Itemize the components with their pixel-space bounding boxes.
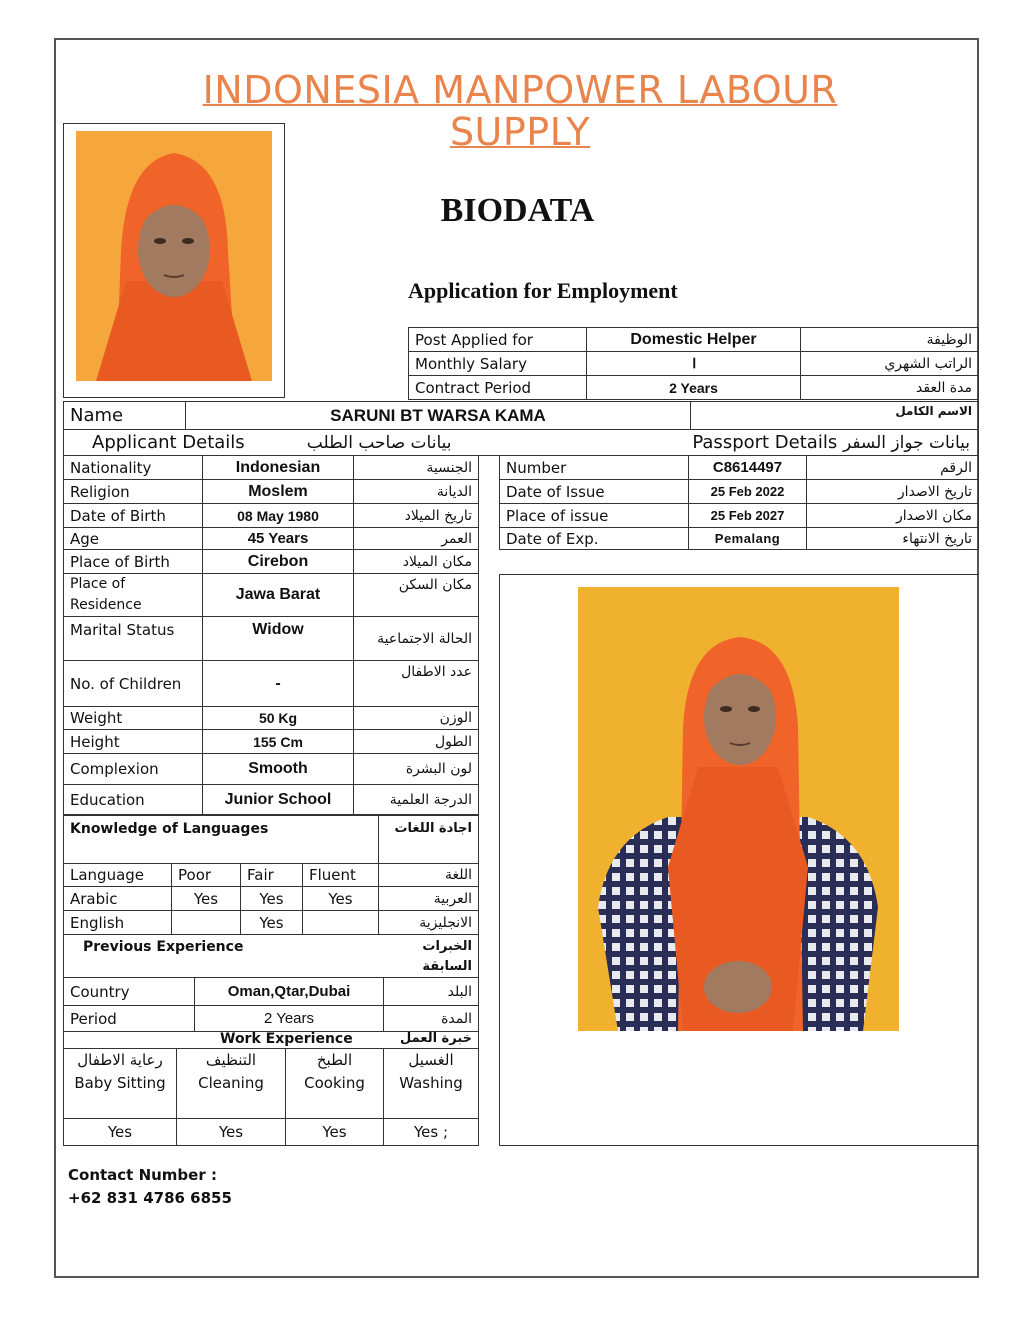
residence-arabic: مكان السكن (354, 574, 479, 617)
pob-label: Place of Birth (64, 550, 203, 574)
languages-heading: Knowledge of Languages (64, 816, 379, 864)
period-label: Period (64, 1006, 195, 1032)
nationality-arabic: الجنسية (354, 456, 479, 480)
passport-number-value: C8614497 (689, 456, 807, 480)
passport-number-arabic: الرقم (807, 456, 979, 480)
experience-period-row (64, 1006, 479, 1032)
salary-row (409, 352, 979, 376)
skill-cooking-label: Cooking (304, 1074, 365, 1092)
applicant-row (64, 504, 479, 528)
languages-table (63, 815, 479, 935)
language-arabic-fair: Yes (241, 887, 303, 911)
document-title: BIODATA (440, 192, 595, 229)
language-english-name: English (64, 911, 172, 935)
language-arabic-name: Arabic (64, 887, 172, 911)
children-label: No. of Children (64, 661, 203, 707)
contract-row (409, 376, 979, 400)
applicant-row (64, 785, 479, 815)
marital-label: Marital Status (64, 617, 203, 661)
passport-heading-en: Passport Details (692, 431, 838, 453)
contract-value: 2 Years (587, 376, 801, 400)
applicant-row (64, 730, 479, 754)
skill-baby-sitting (64, 1049, 177, 1119)
name-arabic: الاسم الكامل (691, 402, 979, 430)
residence-value: Jawa Barat (203, 574, 354, 617)
height-value: 155 Cm (203, 730, 354, 754)
issue-place-arabic: مكان الاصدار (807, 504, 979, 528)
expiry-arabic: تاريخ الانتهاء (807, 528, 979, 550)
religion-label: Religion (64, 480, 203, 504)
country-arabic: البلد (384, 978, 479, 1006)
applicant-row (64, 456, 479, 480)
applicant-row (64, 661, 479, 707)
weight-value: 50 Kg (203, 707, 354, 730)
language-english-fluent (303, 911, 379, 935)
language-arabic-ar: العربية (379, 887, 479, 911)
weight-arabic: الوزن (354, 707, 479, 730)
contract-arabic: مدة العقد (801, 376, 979, 400)
applicant-row (64, 707, 479, 730)
complexion-value: Smooth (203, 754, 354, 785)
marital-arabic: الحالة الاجتماعية (354, 617, 479, 661)
marital-value: Widow (203, 617, 354, 661)
passport-row (500, 528, 979, 550)
expiry-label: Date of Exp. (500, 528, 689, 550)
age-label: Age (64, 528, 203, 550)
issue-date-value: 25 Feb 2022 (689, 480, 807, 504)
work-table (63, 1030, 479, 1146)
skill-baby-sitting-ar: رعاية الاطفال (77, 1051, 163, 1069)
col-language-arabic: اللغة (379, 864, 479, 887)
salary-label: Monthly Salary (409, 352, 587, 376)
education-label: Education (64, 785, 203, 815)
languages-heading-arabic: اجادة اللغات (379, 816, 479, 864)
religion-arabic: الديانة (354, 480, 479, 504)
passport-row (500, 456, 979, 480)
subtitle: Application for Employment (408, 278, 678, 303)
skill-cleaning-label: Cleaning (198, 1074, 264, 1092)
passport-table (499, 455, 979, 550)
name-value: SARUNI BT WARSA KAMA (186, 402, 691, 430)
applicant-photo-small (63, 123, 285, 398)
nationality-value: Indonesian (203, 456, 354, 480)
name-table (63, 401, 979, 430)
pob-arabic: مكان الميلاد (354, 550, 479, 574)
skill-baby-sitting-value: Yes (64, 1119, 177, 1146)
education-value: Junior School (203, 785, 354, 815)
contract-label: Contract Period (409, 376, 587, 400)
expiry-value: Pemalang (689, 528, 807, 550)
age-arabic: العمر (354, 528, 479, 550)
skill-cleaning-value: Yes (177, 1119, 286, 1146)
passport-details-heading (480, 430, 979, 456)
experience-country-row (64, 978, 479, 1006)
applicant-row (64, 574, 479, 617)
period-value: 2 Years (195, 1006, 384, 1032)
language-row (64, 911, 479, 935)
agency-title-line1: INDONESIA MANPOWER LABOUR (202, 68, 838, 112)
nationality-label: Nationality (64, 456, 203, 480)
languages-header-row (64, 864, 479, 887)
height-arabic: الطول (354, 730, 479, 754)
salary-value: । (587, 352, 801, 376)
education-arabic: الدرجة العلمية (354, 785, 479, 815)
post-label: Post Applied for (409, 328, 587, 352)
applicant-table (63, 455, 479, 815)
height-label: Height (64, 730, 203, 754)
work-heading-en: Work Experience (220, 1031, 353, 1047)
skill-cooking-value: Yes (286, 1119, 384, 1146)
passport-row (500, 504, 979, 528)
skill-washing-label: Washing (399, 1074, 463, 1092)
language-english-fair: Yes (241, 911, 303, 935)
applicant-row (64, 550, 479, 574)
col-language: Language (64, 864, 172, 887)
dob-value: 08 May 1980 (203, 504, 354, 528)
skill-cooking (286, 1049, 384, 1119)
children-arabic: عدد الاطفال (354, 661, 479, 707)
work-heading-ar: خبرة العمل (400, 1031, 472, 1046)
age-value: 45 Years (203, 528, 354, 550)
language-english-poor (172, 911, 241, 935)
skill-cooking-ar: الطبخ (316, 1051, 353, 1069)
post-table (408, 327, 979, 400)
post-arabic: الوظيفة (801, 328, 979, 352)
contact-block (68, 1164, 232, 1210)
skill-baby-sitting-label: Baby Sitting (74, 1074, 166, 1092)
applicant-row (64, 480, 479, 504)
contact-number: +62 831 4786 6855 (68, 1189, 232, 1207)
section-headings (63, 429, 979, 456)
children-value: - (203, 661, 354, 707)
applicant-row (64, 528, 479, 550)
dob-label: Date of Birth (64, 504, 203, 528)
country-value: Oman,Qtar,Dubai (195, 978, 384, 1006)
weight-label: Weight (64, 707, 203, 730)
post-row (409, 328, 979, 352)
agency-title-line2: SUPPLY (449, 110, 591, 154)
col-fair: Fair (241, 864, 303, 887)
portrait-small-image (76, 131, 272, 381)
passport-row (500, 480, 979, 504)
salary-arabic: الراتب الشهري (801, 352, 979, 376)
language-english-ar: الانجليزية (379, 911, 479, 935)
work-skills-row (64, 1049, 479, 1119)
name-label: Name (64, 402, 186, 430)
residence-label: Place of Residence (64, 574, 203, 617)
col-fluent: Fluent (303, 864, 379, 887)
skill-cleaning-ar: التنظيف (205, 1051, 257, 1069)
skill-washing-value: Yes ; (384, 1119, 479, 1146)
language-arabic-poor: Yes (172, 887, 241, 911)
applicant-details-heading (64, 430, 480, 456)
applicant-row (64, 754, 479, 785)
contact-label: Contact Number : (68, 1166, 217, 1184)
col-poor: Poor (172, 864, 241, 887)
issue-date-arabic: تاريخ الاصدار (807, 480, 979, 504)
passport-heading-ar: بيانات جواز السفر (842, 432, 970, 453)
skill-cleaning (177, 1049, 286, 1119)
applicant-heading-ar: بيانات صاحب الطلب (306, 432, 452, 453)
post-value: Domestic Helper (587, 328, 801, 352)
dob-arabic: تاريخ الميلاد (354, 504, 479, 528)
issue-place-label: Place of issue (500, 504, 689, 528)
applicant-row (64, 617, 479, 661)
skill-washing-ar: الغسيل (408, 1051, 454, 1069)
experience-heading: Previous Experience (64, 935, 384, 978)
issue-place-value: 25 Feb 2027 (689, 504, 807, 528)
language-arabic-fluent: Yes (303, 887, 379, 911)
language-row (64, 887, 479, 911)
experience-heading-arabic: الخبرات السابقة (384, 935, 479, 978)
country-label: Country (64, 978, 195, 1006)
experience-table (63, 934, 479, 1032)
complexion-arabic: لون البشرة (354, 754, 479, 785)
portrait-large-image (578, 587, 899, 1031)
religion-value: Moslem (203, 480, 354, 504)
work-heading (64, 1030, 479, 1049)
skill-washing (384, 1049, 479, 1119)
complexion-label: Complexion (64, 754, 203, 785)
passport-number-label: Number (500, 456, 689, 480)
period-arabic: المدة (384, 1006, 479, 1032)
pob-value: Cirebon (203, 550, 354, 574)
issue-date-label: Date of Issue (500, 480, 689, 504)
applicant-heading-en: Applicant Details (92, 431, 245, 453)
applicant-photo-large (578, 587, 899, 1031)
work-values-row (64, 1119, 479, 1146)
